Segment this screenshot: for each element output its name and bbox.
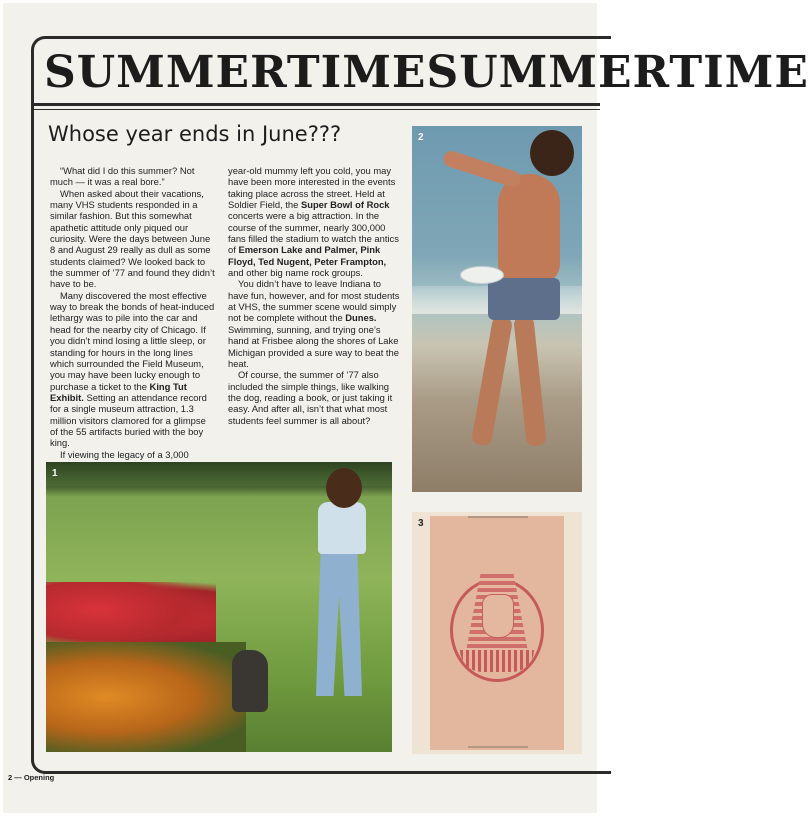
girl-pants bbox=[316, 552, 362, 696]
dunes-highlight: Dunes. bbox=[345, 312, 377, 324]
photo-number-2: 2 bbox=[418, 132, 424, 143]
photo-frisbee-beach bbox=[412, 126, 582, 492]
paragraph-2: When asked about their vacations, many VHS students responded in a similar fashion. But this somewhat apathetic attitude only piqued our curiosity. Were the days between June 8 and August 29 really as dull as some students claimed? We looked back to the summer of ’77 and found they didn’t have to be. bbox=[50, 187, 215, 290]
boy-arm bbox=[441, 149, 522, 189]
article-column-2 bbox=[228, 165, 400, 426]
tut-face bbox=[482, 594, 514, 638]
bands-highlight: Emerson Lake and Palmer, Pink Floyd, Ted Nugent, Peter Frampton, bbox=[228, 244, 387, 267]
poster-bottom-strip bbox=[468, 746, 528, 748]
leg-left bbox=[471, 315, 513, 446]
article-title: Whose year ends in June??? bbox=[48, 122, 342, 146]
photo-garden-girl bbox=[46, 462, 392, 752]
tut-collar bbox=[460, 650, 534, 672]
boy-torso bbox=[498, 174, 560, 284]
article-column-1 bbox=[50, 165, 215, 460]
photo-number-1: 1 bbox=[52, 468, 58, 479]
paragraph-6: You didn’t have to leave Indiana to have fun, however, and for most students at VHS, the summer scene would simply not be complete without the Dunes. Swimming, sunning, and trying one’s hand at Frisbee along the shores of Lake Michigan provided a sure way to beat the heat. bbox=[228, 278, 400, 369]
orange-flowers bbox=[46, 642, 246, 752]
paragraph-7: Of course, the summer of ’77 also included the simple things, like walking the dog, reading a book, or just taking it easy. And after all, isn’t that what most students feel summer is all about? bbox=[228, 369, 393, 426]
super-bowl-rock-highlight: Super Bowl of Rock bbox=[300, 199, 390, 211]
photo-king-tut-poster bbox=[412, 512, 582, 754]
paragraph-5: year-old mummy left you cold, you may have been more interested in the events taking place across the street. Held at Soldier Field, the Super Bowl of Rock concerts were a big attraction. In the course of the summer, nearly 300,000 fans filled the stadium to watch the antics of Emerson Lake and Palmer, Pink Floyd, Ted Nugent, Peter Frampton, and other big name rock groups. bbox=[228, 165, 399, 279]
paragraph-4: If viewing the legacy of a 3,000 bbox=[60, 448, 189, 460]
rock bbox=[232, 650, 268, 712]
boy-head bbox=[530, 130, 574, 176]
paragraph-1: “What did I do this summer? Not much — it was a real bore.” bbox=[50, 165, 195, 188]
boy-shorts bbox=[488, 278, 560, 320]
leg-right bbox=[513, 315, 546, 446]
girl-top bbox=[318, 502, 366, 554]
paragraph-3: Many discovered the most effective way to break the bonds of heat-induced lethargy was to pile into the car and head for the nearby city of Chicago. If you didn’t mind losing a little sleep, or standing for hours in the long lines which surrounded the Field Museum, you may have been lucky enough to purchase a ticket to the King Tut Exhibit. Setting an attendance record for a single museum attraction, 1.3 million visitors clamored for a glimpse of the 55 artifacts buried with the boy king. bbox=[50, 289, 215, 449]
headline-rule-thick bbox=[34, 103, 600, 106]
headline-rule-thin bbox=[34, 109, 600, 110]
king-tut-highlight: King Tut Exhibit. bbox=[50, 380, 187, 403]
photo-number-3: 3 bbox=[418, 518, 424, 529]
banner-headline: SUMMERTIMESUMMERTIME bbox=[44, 47, 809, 98]
frisbee bbox=[460, 266, 504, 284]
girl-hair bbox=[326, 468, 362, 508]
poster-top-strip bbox=[468, 516, 528, 518]
page-footer: 2 — Opening bbox=[8, 773, 55, 782]
